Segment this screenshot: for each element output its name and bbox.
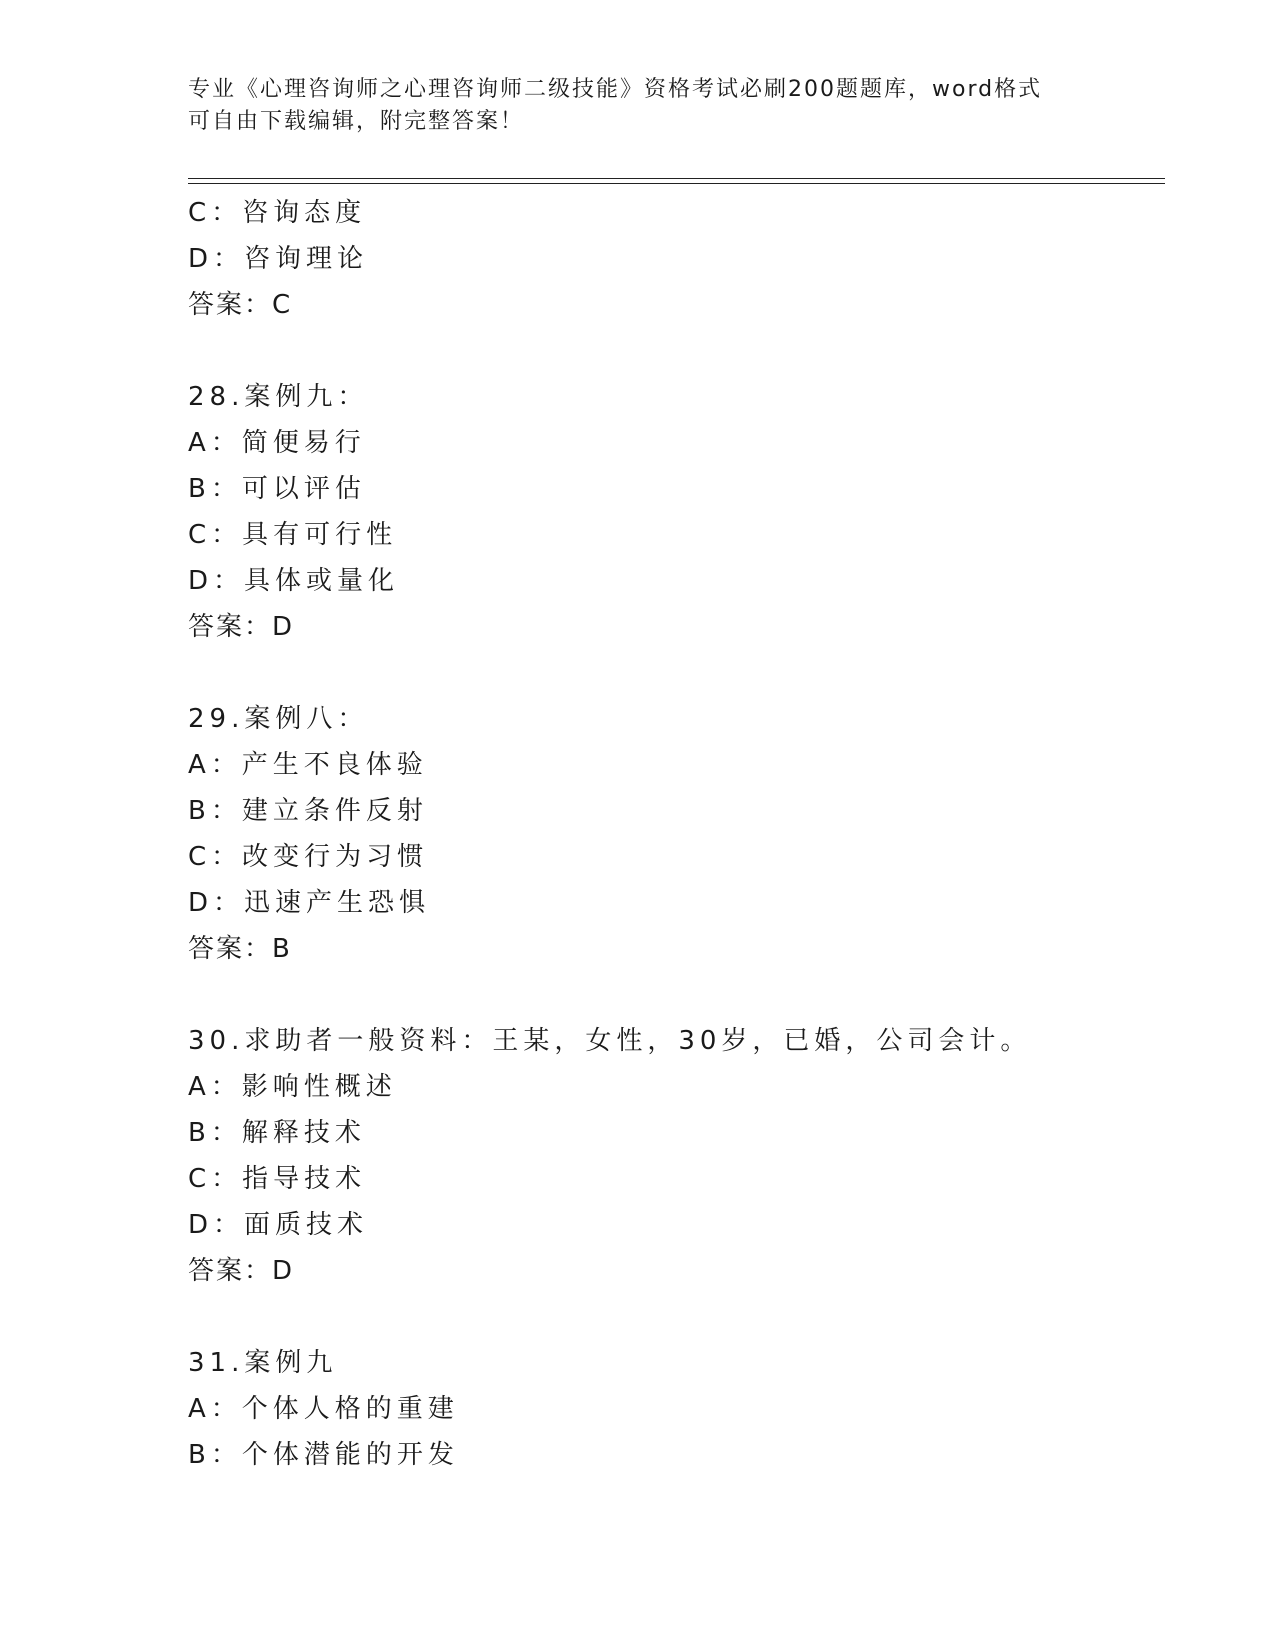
spacer [188, 972, 1168, 1018]
option-item: D：面质技术 [188, 1210, 369, 1240]
question-list [188, 190, 1168, 1478]
answer-line: 答案：D [188, 612, 295, 642]
option-item: C：改变行为习惯 [188, 842, 429, 872]
option-item: B：个体潜能的开发 [188, 1440, 459, 1470]
option-item: B：解释技术 [188, 1118, 366, 1148]
option-item: C：指导技术 [188, 1164, 367, 1194]
spacer [188, 1294, 1168, 1340]
spacer [188, 328, 1168, 374]
option-item: A：产生不良体验 [188, 750, 428, 780]
header-divider-bottom [188, 183, 1165, 184]
option-item: C：咨询态度 [188, 198, 367, 228]
option-item: D：迅速产生恐惧 [188, 888, 431, 918]
option-item: C：具有可行性 [188, 520, 398, 550]
header-line-2: 可自由下载编辑，附完整答案！ [188, 109, 525, 134]
spacer [188, 650, 1168, 696]
answer-line: 答案：D [188, 1256, 295, 1286]
header-line-1: 专业《心理咨询师之心理咨询师二级技能》资格考试必刷200题题库，word格式 [188, 77, 1043, 102]
option-item: D：咨询理论 [188, 244, 369, 274]
option-item: B：可以评估 [188, 474, 366, 504]
question-title: 28.案例九： [188, 382, 369, 412]
option-item: A：影响性概述 [188, 1072, 397, 1102]
question-title: 29.案例八： [188, 704, 369, 734]
option-item: D：具体或量化 [188, 566, 400, 596]
document-header [188, 74, 1088, 138]
answer-line: 答案：B [188, 934, 292, 964]
question-title: 30.求助者一般资料：王某，女性，30岁，已婚，公司会计。 [188, 1026, 1032, 1056]
option-item: A：简便易行 [188, 428, 366, 458]
option-item: B：建立条件反射 [188, 796, 428, 826]
header-divider-top [188, 178, 1165, 179]
option-item: A：个体人格的重建 [188, 1394, 459, 1424]
question-title: 31.案例九 [188, 1348, 338, 1378]
answer-line: 答案：C [188, 290, 293, 320]
